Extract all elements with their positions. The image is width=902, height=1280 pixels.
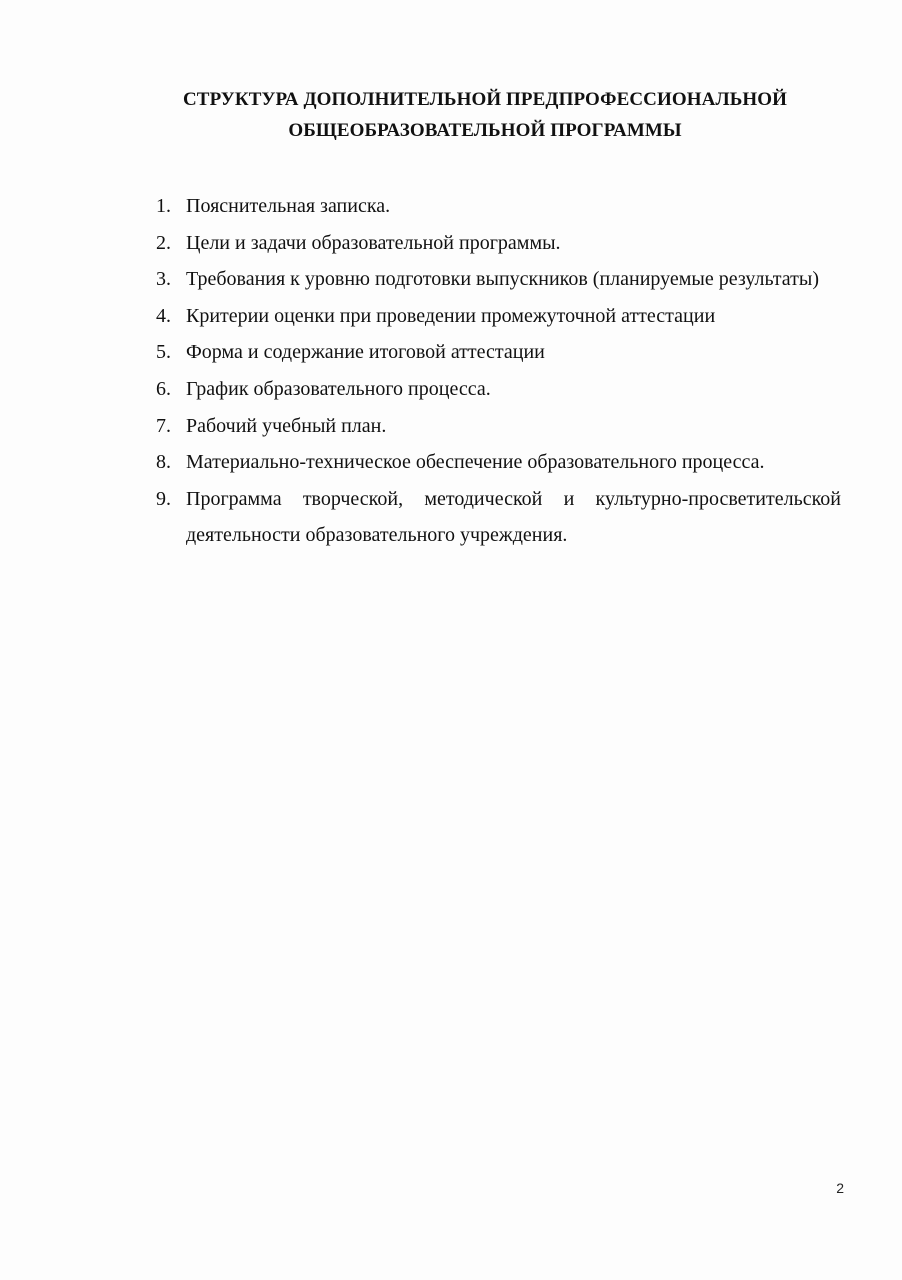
item-text: Программа творческой, методической и культурно-просветительской деятельности образовательного учреждения.	[186, 487, 841, 547]
list-item	[156, 225, 841, 262]
title-line-2: ОБЩЕОБРАЗОВАТЕЛЬНОЙ ПРОГРАММЫ	[288, 120, 682, 141]
contents-list	[156, 188, 841, 554]
list-item	[156, 371, 841, 408]
item-number: 5.	[156, 341, 171, 364]
item-text: Критерии оценки при проведении промежуточной аттестации	[186, 304, 716, 327]
item-text: Цели и задачи образовательной программы.	[186, 231, 561, 254]
item-number: 2.	[156, 231, 171, 254]
document-title	[120, 84, 850, 146]
item-number: 6.	[156, 377, 171, 400]
list-item	[156, 188, 841, 225]
item-text: Требования к уровню подготовки выпускников (планируемые результаты)	[186, 268, 819, 291]
item-text: Пояснительная записка.	[186, 195, 391, 217]
item-number: 3.	[156, 268, 171, 291]
item-number: 7.	[156, 414, 171, 437]
item-number: 9.	[156, 487, 171, 510]
item-text: Рабочий учебный план.	[186, 414, 387, 437]
list-item	[156, 298, 841, 335]
list-item	[156, 334, 841, 371]
title-line-1: СТРУКТУРА ДОПОЛНИТЕЛЬНОЙ ПРЕДПРОФЕССИОНАЛЬНОЙ	[182, 89, 788, 110]
list-item	[156, 444, 841, 481]
list-item	[156, 481, 841, 554]
item-text: Материально-техническое обеспечение образовательного процесса.	[186, 451, 765, 474]
item-number: 8.	[156, 451, 171, 474]
item-text: Форма и содержание итоговой аттестации	[186, 341, 545, 364]
item-number: 4.	[156, 304, 171, 327]
item-text: График образовательного процесса.	[186, 377, 491, 400]
item-number: 1.	[156, 195, 171, 217]
list-item	[156, 261, 841, 298]
page-number: 2	[836, 1180, 844, 1196]
list-item	[156, 408, 841, 445]
